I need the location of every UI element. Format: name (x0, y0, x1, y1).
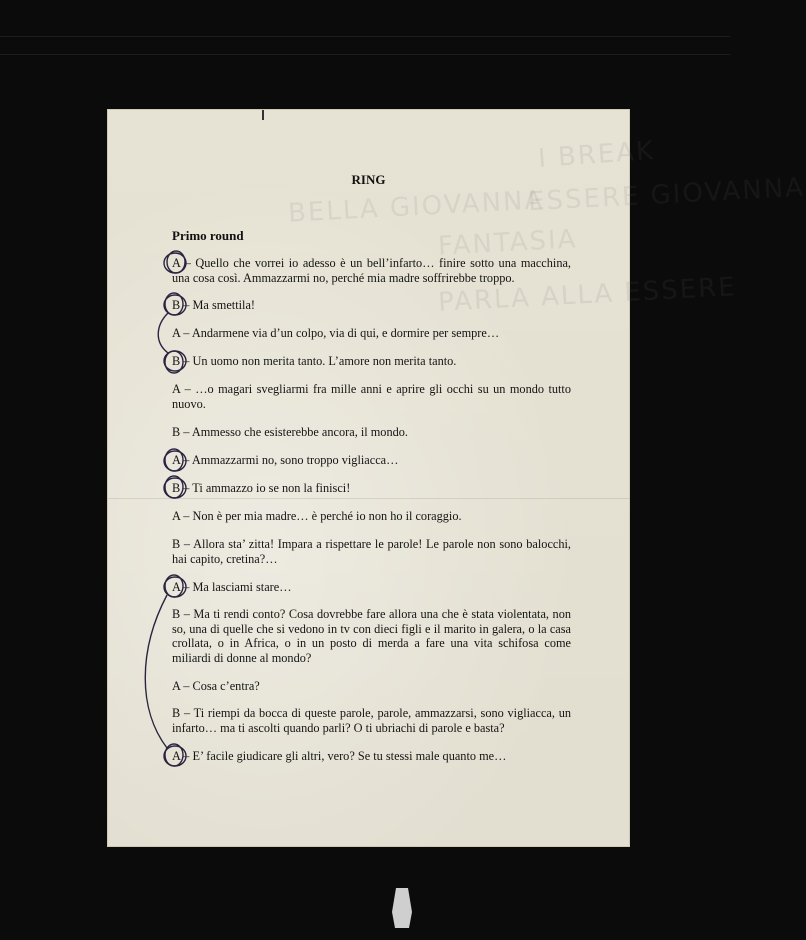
scan-line (0, 36, 730, 37)
dialogue-line: B – Ma smettila! (172, 298, 255, 312)
connector-stroke (158, 313, 168, 353)
dialogue-line: A – Non è per mia madre… è perché io non ho il coraggio. (172, 509, 462, 523)
bleed-through-text: I BREAK (537, 135, 657, 175)
dialogue-line: B – Un uomo non merita tanto. L’amore non merita tanto. (172, 354, 457, 368)
bleed-through-text: ESSERE GIOVANNA (527, 172, 806, 218)
dialogue-line: A – Ammazzarmi no, sono troppo vigliacca… (172, 453, 399, 467)
scan-line (0, 54, 730, 55)
scanner-tab (392, 888, 412, 928)
dialogue-line: A – …o magari svegliarmi fra mille anni e aprire gli occhi su un mondo tutto nuovo. (172, 382, 571, 411)
staple-mark (262, 110, 264, 120)
dialogue-line: B – Ti riempi da bocca di queste parole, parole, ammazzarsi, sono vigliacca, un infarto… ma ti ascolti quando parli? O ti ubriachi di parole e basta? (172, 706, 571, 735)
bleed-through-text: FANTASIA (437, 224, 579, 262)
dialogue-line: B – Ammesso che esisterebbe ancora, il mondo. (172, 425, 408, 439)
document-title: RING (351, 172, 386, 187)
dialogue-line: A – Cosa c’entra? (172, 679, 260, 693)
document-page (108, 110, 806, 846)
dialogue-line: B – Allora sta’ zitta! Impara a rispettare le parole! Le parole non sono balocchi, hai capito, cretina?… (172, 537, 571, 566)
paper-fold (108, 498, 629, 499)
bleed-through-text: PARLA ALLA ESSERE (437, 272, 738, 318)
section-heading: Primo round (172, 228, 244, 243)
bleed-through-text: BELLA GIOVANNA (287, 185, 545, 229)
dialogue-line: A – Ma lasciami stare… (172, 580, 292, 594)
dialogue-line: A – Quello che vorrei io adesso è un bell’infarto… finire sotto una macchina, una cosa così. Ammazzarmi no, perché mia madre soffrirebbe troppo. (172, 256, 571, 285)
connector-stroke (145, 595, 167, 748)
dialogue-line: A – E’ facile giudicare gli altri, vero? Se tu stessi male quanto me… (172, 749, 507, 763)
dialogue-line: A – Andarmene via d’un colpo, via di qui, e dormire per sempre… (172, 326, 500, 340)
dialogue-line: B – Ti ammazzo io se non la finisci! (172, 481, 351, 495)
dialogue-line: B – Ma ti rendi conto? Cosa dovrebbe fare allora una che è stata violentata, non so, una di quelle che si vedono in tv con dieci figli e il marito in galera, o la casa crollata, o in Africa, o in un posto di merda a fare una vita schifosa come miliardi di donne al mondo? (172, 607, 571, 665)
